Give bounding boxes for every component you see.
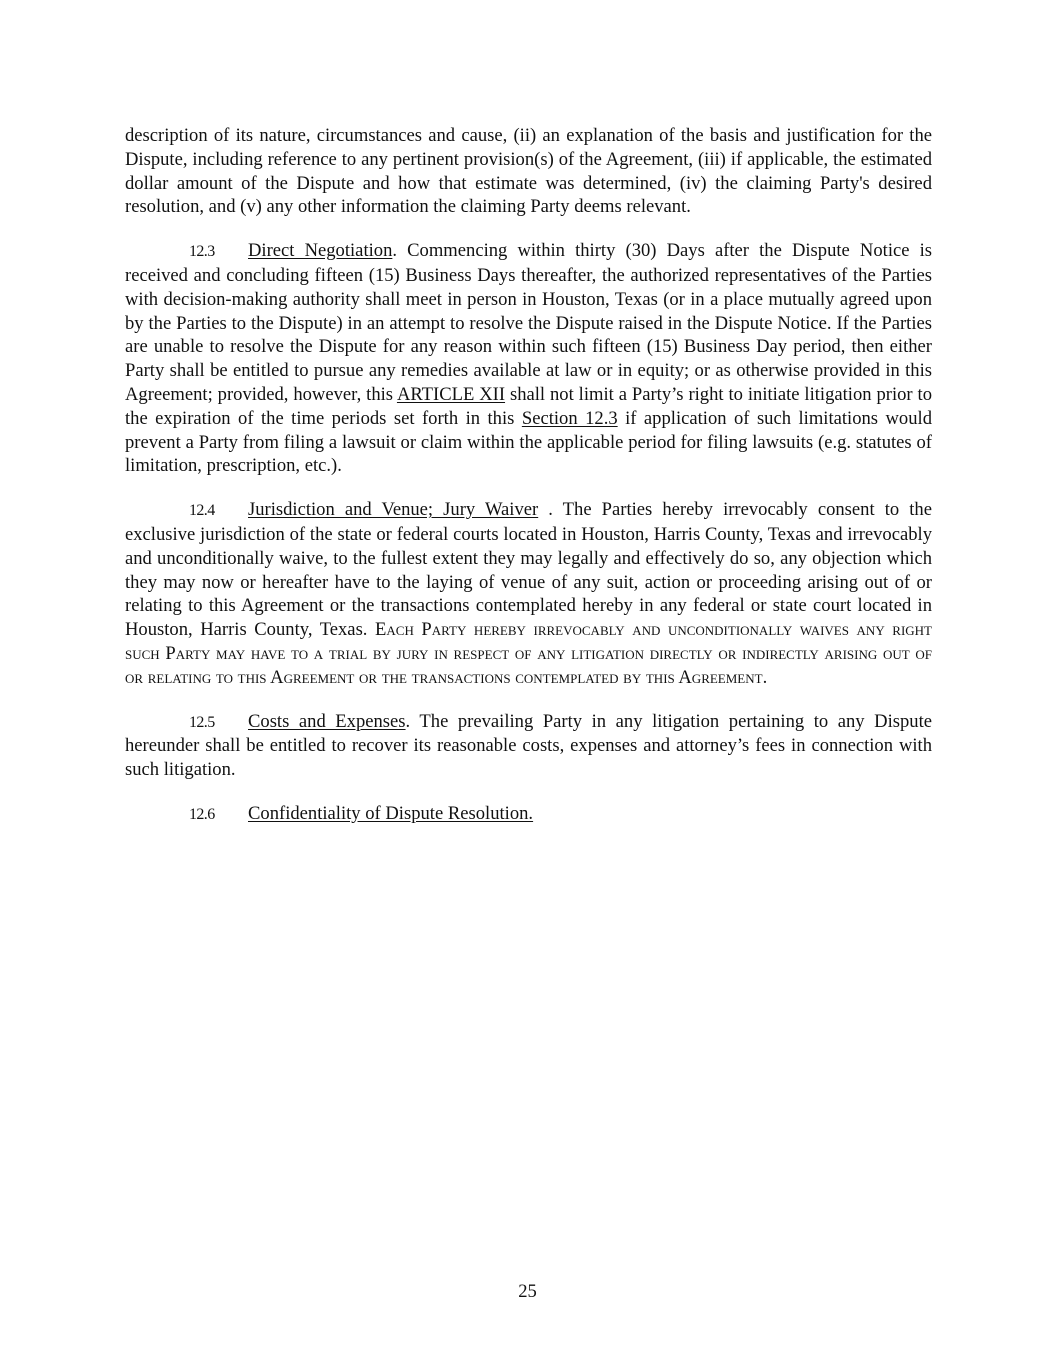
page-number: 25 xyxy=(518,1281,537,1302)
section-12-4-paragraph xyxy=(125,498,932,689)
section-12-6-paragraph xyxy=(125,802,932,827)
section-text: . The Parties hereby irrevocably consent to the exclusive jurisdiction of the state or federal courts located in Houston, Harris County, Texas and irrevocably and unconditionally waive, to the fullest extent they may legally and effectively do so, any objection which they may now or hereafter have to the laying of venue of any suit, action or proceeding arising out of or relating to this Agreement or the transactions contemplated hereby in any federal or state court located in Houston, Harris County, Texas. xyxy=(125,499,932,641)
section-text: if application of such limitations would prevent a Party from filing a lawsuit or claim within the applicable period for filing lawsuits (e.g. statutes of limitation, prescription, etc.). xyxy=(125,407,932,477)
continuation-paragraph: description of its nature, circumstances and cause, (ii) an explanation of the basis and justification for the Dispute, including reference to any pertinent provision(s) of the Agreement, (iii) if applicable, the estimated dollar amount of the Dispute and how that estimate was determined, (iv) the claiming Party's desired resolution, and (v) any other information the claiming Party deems relevant. xyxy=(125,125,932,218)
section-text: . Commencing within thirty (30) Days after the Dispute Notice is received and concluding fifteen (15) Business Days thereafter, the authorized representatives of the Parties with decision-making authority shall meet in person in Houston, Texas (or in a place mutually agreed upon by the Parties to the Dispute) in an attempt to resolve the Dispute raised in the Dispute Notice. If the Parties are unable to resolve the Dispute for any reason within such fifteen (15) Business Day period, then either Party shall be entitled to pursue any remedies available at law or in equity; or as otherwise provided in this Agreement; provided, however, this xyxy=(125,240,933,405)
document-page xyxy=(125,124,932,847)
section-reference-link[interactable]: Section 12.3 xyxy=(521,407,618,429)
jury-waiver-text: Each Party hereby irrevocably and unconditionally waives any right such Party may have to a trial by jury in respect of any litigation directly or indirectly arising out of or relating to this Agreement or the transactions contemplated by this Agreement. xyxy=(125,619,932,688)
section-heading: Jurisdiction and Venue; Jury Waiver xyxy=(248,499,539,521)
section-12-5-paragraph xyxy=(125,710,932,782)
section-text: . The prevailing Party in any litigation pertaining to any Dispute hereunder shall be entitled to recover its reasonable costs, expenses and attorney’s fees in connection with such litigation. xyxy=(125,710,932,781)
section-12-3-paragraph xyxy=(125,239,932,478)
section-number: 12.6 xyxy=(189,805,215,823)
section-number: 12.4 xyxy=(189,502,215,520)
section-number: 12.3 xyxy=(189,243,215,261)
article-reference-link[interactable]: ARTICLE XII xyxy=(396,383,506,405)
section-text: shall not limit a Party’s right to initiate litigation prior to the expiration of the time periods set forth in this xyxy=(125,383,932,429)
section-number: 12.5 xyxy=(189,713,215,731)
section-heading: Costs and Expenses xyxy=(248,710,406,732)
section-heading: Direct Negotiation xyxy=(248,240,393,262)
section-heading: Confidentiality of Dispute Resolution. xyxy=(248,802,534,824)
